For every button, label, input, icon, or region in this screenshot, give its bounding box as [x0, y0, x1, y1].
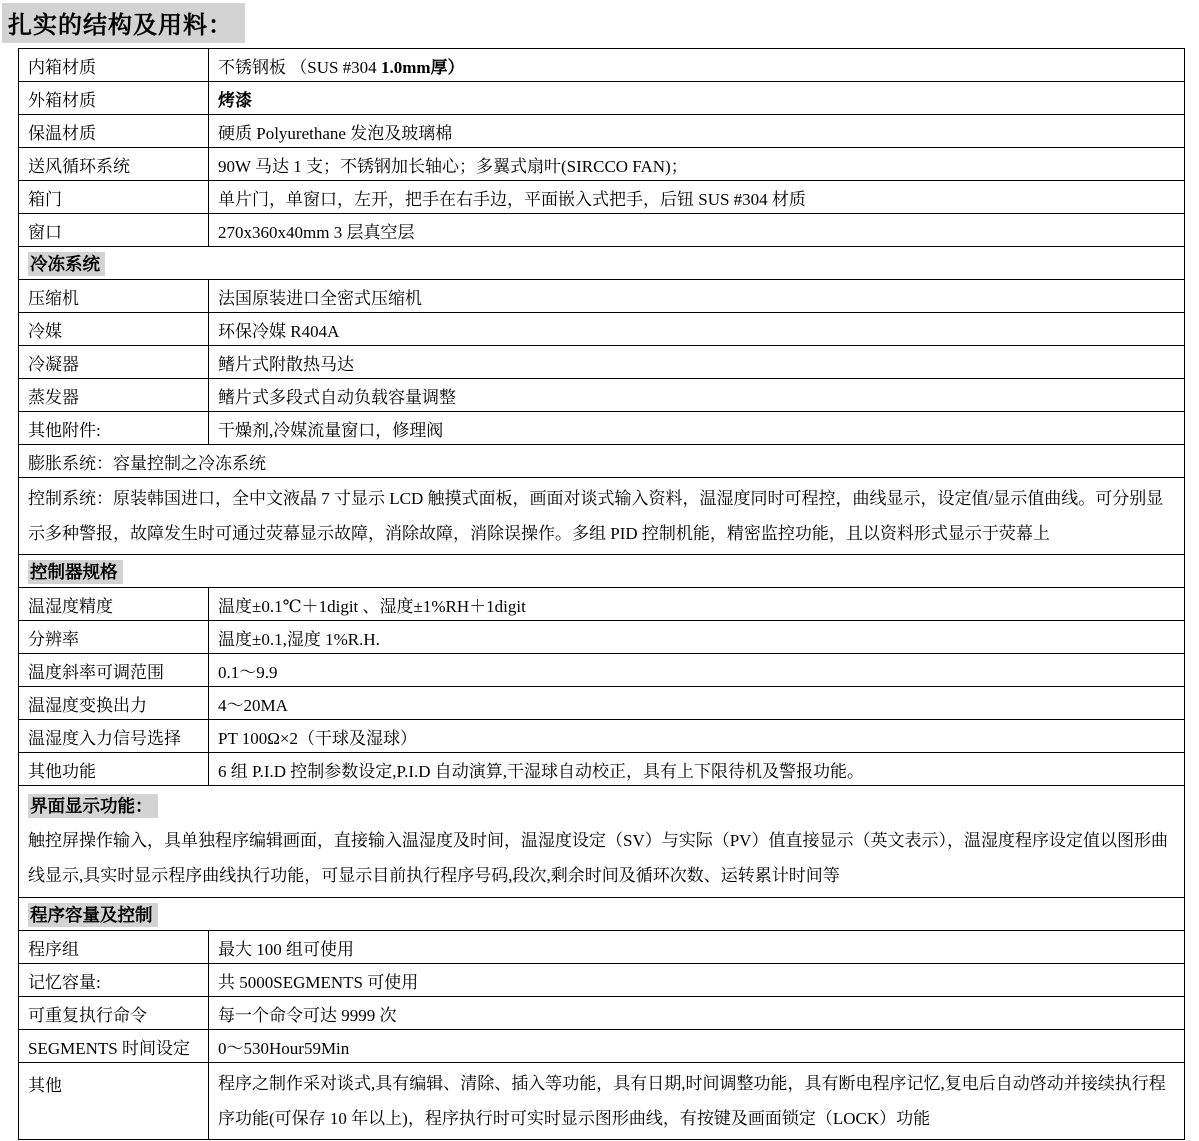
- table-row: [19, 412, 1185, 445]
- table-row: [19, 654, 1185, 687]
- spec-label: 冷媒: [19, 313, 209, 346]
- spec-label: 其他: [19, 1063, 209, 1140]
- spec-value: PT 100Ω×2（干球及湿球）: [209, 720, 1185, 753]
- spec-label: 送风循环系统: [19, 148, 209, 181]
- table-row: [19, 621, 1185, 654]
- table-row: [19, 1063, 1185, 1140]
- section-header-row: [19, 247, 1185, 280]
- spec-paragraph: 触控屏操作输入，具单独程序编辑画面，直接输入温湿度及时间，温湿度设定（SV）与实际（PV）值直接显示（英文表示），温湿度程序设定值以图形曲线显示,具实时显示程序曲线执行功能，可显示目前执行程序号码,段次,剩余时间及循环次数、运转累计时间等: [28, 831, 1168, 885]
- spec-value: 干燥剂,冷媒流量窗口，修理阀: [209, 412, 1185, 445]
- section-header-inline: [28, 790, 1175, 823]
- table-row: [19, 997, 1185, 1030]
- section-header-cell: [19, 555, 1185, 588]
- spec-label: 保温材质: [19, 115, 209, 148]
- spec-value: 鳍片式附散热马达: [209, 346, 1185, 379]
- section-header: 控制器规格: [28, 560, 123, 584]
- table-row: [19, 753, 1185, 786]
- section-header-cell: [19, 247, 1185, 280]
- spec-value: 最大 100 组可使用: [209, 931, 1185, 964]
- table-row: [19, 313, 1185, 346]
- spec-label: 蒸发器: [19, 379, 209, 412]
- table-row: [19, 49, 1185, 82]
- spec-label: 温湿度入力信号选择: [19, 720, 209, 753]
- spec-label: 可重复执行命令: [19, 997, 209, 1030]
- table-row: [19, 687, 1185, 720]
- section-header-row: [19, 898, 1185, 931]
- spec-label: 分辨率: [19, 621, 209, 654]
- spec-value: 每一个命令可达 9999 次: [209, 997, 1185, 1030]
- table-row: [19, 115, 1185, 148]
- spec-value: 温度±0.1,湿度 1%R.H.: [209, 621, 1185, 654]
- spec-value: 单片门，单窗口，左开，把手在右手边，平面嵌入式把手，后钮 SUS #304 材质: [209, 181, 1185, 214]
- spec-label: 冷凝器: [19, 346, 209, 379]
- table-row: [19, 346, 1185, 379]
- spec-value: 6 组 P.I.D 控制参数设定,P.I.D 自动演算,干湿球自动校正，具有上下限待机及警报功能。: [209, 753, 1185, 786]
- fullwidth-row: [19, 786, 1185, 898]
- spec-label: 记忆容量:: [19, 964, 209, 997]
- table-row: [19, 931, 1185, 964]
- table-row: [19, 720, 1185, 753]
- spec-label: 箱门: [19, 181, 209, 214]
- spec-label: 内箱材质: [19, 49, 209, 82]
- spec-value: 烤漆: [209, 82, 1185, 115]
- table-row: [19, 214, 1185, 247]
- spec-label: 其他附件:: [19, 412, 209, 445]
- spec-value: 0.1～9.9: [209, 654, 1185, 687]
- table-row: [19, 280, 1185, 313]
- spec-value: 环保冷媒 R404A: [209, 313, 1185, 346]
- spec-value-bold: 1.0mm厚）: [380, 57, 465, 77]
- spec-table: [18, 48, 1185, 1140]
- spec-label: 外箱材质: [19, 82, 209, 115]
- spec-value-text: 不锈钢板 （SUS #304: [218, 57, 381, 77]
- spec-value: 程序之制作采对谈式,具有编辑、清除、插入等功能，具有日期,时间调整功能，具有断电程序记忆,复电后自动啓动并接续执行程序功能(可保存 10 年以上)，程序执行时可实时显示图形曲线，有按键及画面锁定（LOCK）功能: [209, 1063, 1185, 1140]
- spec-paragraph: 控制系统：原装韩国进口，全中文液晶 7 寸显示 LCD 触摸式面板，画面对谈式输入资料，温湿度同时可程控，曲线显示，设定值/显示值曲线。可分别显示多种警报，故障发生时可通过荧幕显示故障，消除故障，消除误操作。多组 PID 控制机能，精密监控功能，且以资料形式显示于荧幕上: [19, 478, 1185, 555]
- table-row: [19, 82, 1185, 115]
- spec-value: 鳍片式多段式自动负载容量调整: [209, 379, 1185, 412]
- spec-value: 温度±0.1℃＋1digit 、湿度±1%RH＋1digit: [209, 588, 1185, 621]
- section-header-row: [19, 555, 1185, 588]
- spec-label: 程序组: [19, 931, 209, 964]
- table-row: [19, 964, 1185, 997]
- spec-label: 压缩机: [19, 280, 209, 313]
- section-header: 冷冻系统: [28, 252, 105, 276]
- combo-cell: [19, 786, 1185, 898]
- spec-value: 90W 马达 1 支；不锈钢加长轴心；多翼式扇叶(SIRCCO FAN)；: [209, 148, 1185, 181]
- spec-value: 硬质 Polyurethane 发泡及玻璃棉: [209, 115, 1185, 148]
- spec-label: 窗口: [19, 214, 209, 247]
- page-title: 扎实的结构及用料：: [2, 3, 245, 43]
- spec-label: 温湿度变换出力: [19, 687, 209, 720]
- spec-value: 270x360x40mm 3 层真空层: [209, 214, 1185, 247]
- table-row: [19, 148, 1185, 181]
- spec-label: 温湿度精度: [19, 588, 209, 621]
- spec-label: 其他功能: [19, 753, 209, 786]
- spec-value: 0～530Hour59Min: [209, 1030, 1185, 1063]
- table-row: [19, 181, 1185, 214]
- table-row: [19, 1030, 1185, 1063]
- spec-label: SEGMENTS 时间设定: [19, 1030, 209, 1063]
- spec-paragraph: 膨胀系统：容量控制之冷冻系统: [19, 445, 1185, 478]
- table-row: [19, 588, 1185, 621]
- fullwidth-row: [19, 445, 1185, 478]
- table-row: [19, 379, 1185, 412]
- section-header: 界面显示功能：: [28, 794, 158, 818]
- section-header: 程序容量及控制: [28, 903, 158, 927]
- section-header-cell: [19, 898, 1185, 931]
- fullwidth-row: [19, 478, 1185, 555]
- spec-value: 4～20MA: [209, 687, 1185, 720]
- spec-label: 温度斜率可调范围: [19, 654, 209, 687]
- spec-value: [209, 49, 1185, 82]
- spec-value: 共 5000SEGMENTS 可使用: [209, 964, 1185, 997]
- spec-value: 法国原装进口全密式压缩机: [209, 280, 1185, 313]
